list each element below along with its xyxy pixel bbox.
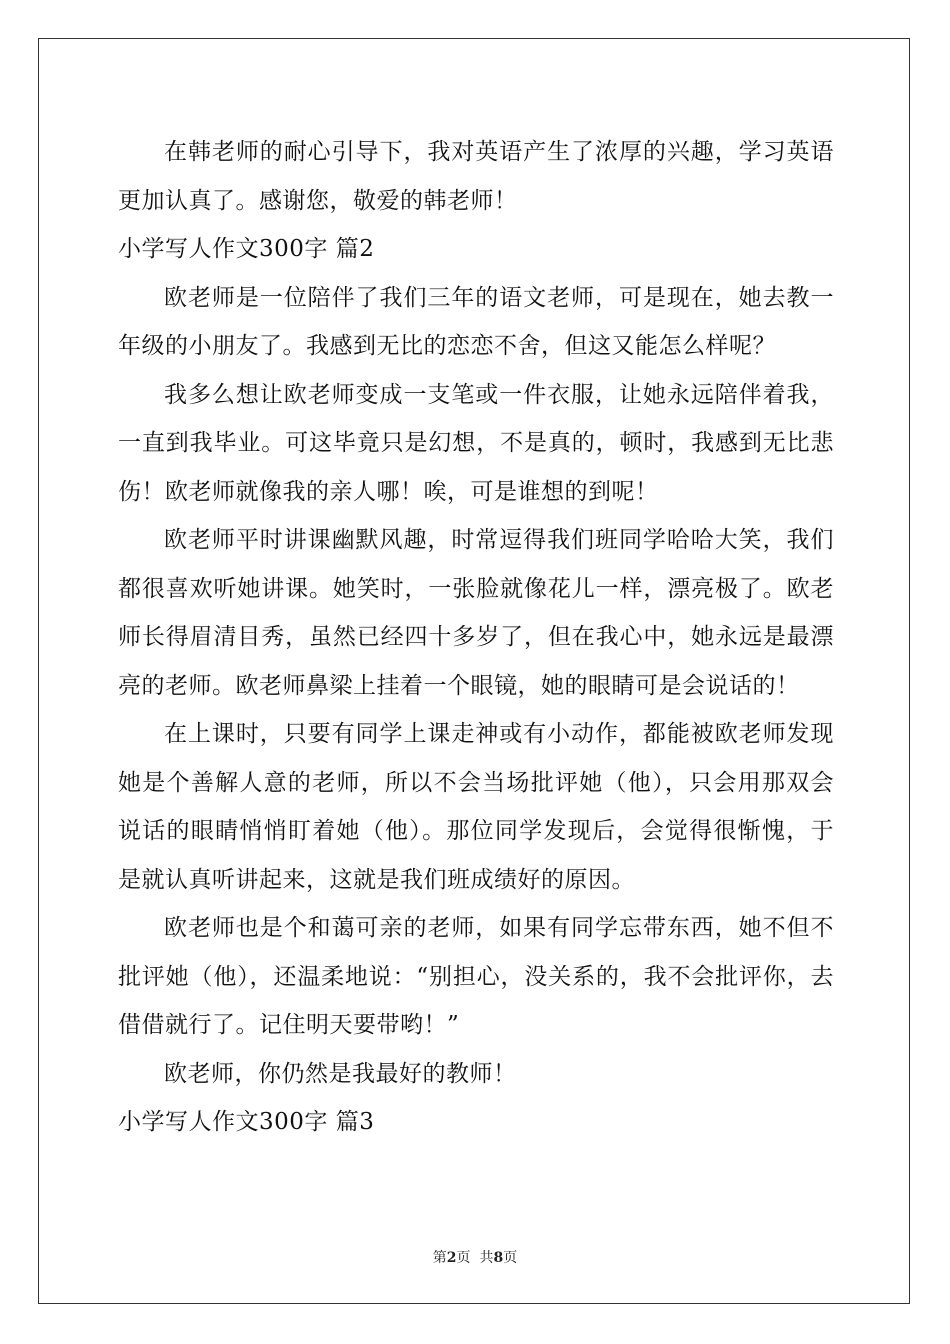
section-heading-2: 小学写人作文300字 篇2: [118, 236, 375, 262]
footer-total-pages: 8: [493, 1250, 504, 1266]
footer-page-number: 2: [446, 1250, 457, 1266]
paragraph-2: 欧老师是一位陪伴了我们三年的语文老师，可是现在，她去教一年级的小朋友了。我感到无比的恋恋不舍，但这又能怎么样呢？: [118, 284, 834, 359]
footer-prefix: 第: [432, 1250, 447, 1266]
footer-suffix: 页: [503, 1250, 518, 1266]
paragraph-4: 欧老师平时讲课幽默风趣，时常逗得我们班同学哈哈大笑，我们都很喜欢听她讲课。她笑时，一张脸就像花儿一样，漂亮极了。欧老师长得眉清目秀，虽然已经四十多岁了，但在我心中，她永远是最漂亮的老师。欧老师鼻梁上挂着一个眼镜，她的眼睛可是会说话的！: [118, 527, 834, 699]
paragraph-1: 在韩老师的耐心引导下，我对英语产生了浓厚的兴趣，学习英语更加认真了。感谢您，敬爱的韩老师！: [118, 139, 834, 214]
paragraph-3: 我多么想让欧老师变成一支笔或一件衣服，让她永远陪伴着我，一直到我毕业。可这毕竟只是幻想，不是真的，顿时，我感到无比悲伤！欧老师就像我的亲人哪！唉，可是谁想的到呢！: [118, 381, 834, 505]
paragraph-5: 在上课时，只要有同学上课走神或有小动作，都能被欧老师发现她是个善解人意的老师，所以不会当场批评她（他），只会用那双会说话的眼睛悄悄盯着她（他）。那位同学发现后，会觉得很惭愧，于是就认真听讲起来，这就是我们班成绩好的原因。: [118, 721, 834, 893]
footer-mid: 页 共: [456, 1250, 494, 1266]
document-body: [118, 128, 834, 1147]
page-footer: [0, 1247, 950, 1267]
paragraph-6: 欧老师也是个和蔼可亲的老师，如果有同学忘带东西，她不但不批评她（他），还温柔地说：“别担心，没关系的，我不会批评你，去借借就行了。记住明天要带哟！”: [118, 915, 834, 1038]
paragraph-7: 欧老师，你仍然是我最好的教师！: [164, 1060, 517, 1087]
section-heading-3: 小学写人作文300字 篇3: [118, 1109, 375, 1135]
